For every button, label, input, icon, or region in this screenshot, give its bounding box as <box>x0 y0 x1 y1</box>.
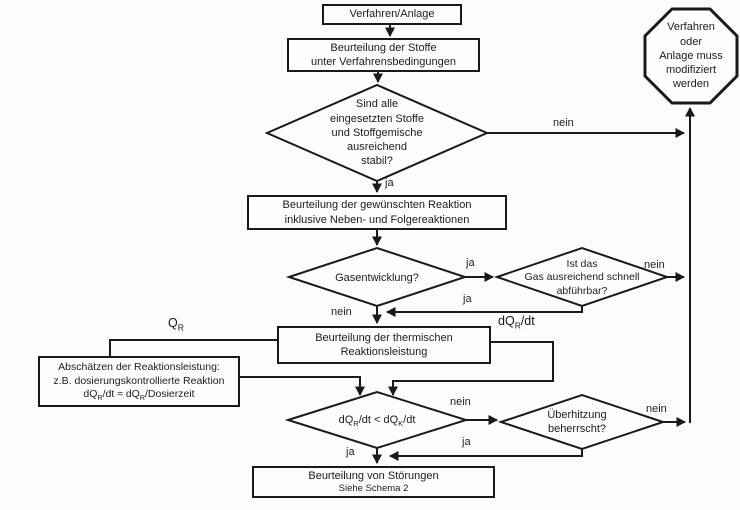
annotation-dqrdt: $dQ_R/dt$ <box>498 314 535 331</box>
edge-qr-to-abschaetzen <box>110 340 277 356</box>
start-box <box>322 4 462 25</box>
decision-stabil-text: Sind alle eingesetzten Stoffe und Stoffgemische ausreichend stabil? <box>330 98 424 168</box>
label-abfuehrbar-ja: ja <box>463 293 472 305</box>
stoffe-line2: unter Verfahrensbedingungen <box>311 56 456 68</box>
label-abfuehrbar-nein: nein <box>644 259 665 271</box>
stoffe-line1: Beurteilung der Stoffe <box>330 41 437 54</box>
thermisch-line1: Beurteilung der thermischen <box>315 331 453 344</box>
stoerungen-line2: Siehe Schema 2 <box>338 482 409 494</box>
process-stoerungen-box <box>252 466 495 498</box>
process-stoffe-box <box>287 38 480 72</box>
vergleich-formula: $dQ_R/dt < dQ_K/dt$ <box>338 414 416 429</box>
process-thermisch-box <box>277 326 491 364</box>
thermisch-line2: Reaktionsleistung <box>340 346 428 358</box>
abschaetzen-line2: z.B. dosierungskontrollierte Reaktion <box>53 374 225 387</box>
reaktion-line2: inklusive Neben- und Folgereaktionen <box>284 213 470 226</box>
decision-abfuehrbar-text: Ist das Gas ausreichend schnell abführbar? <box>524 257 640 297</box>
decision-gasentwicklung-text: Gasentwicklung? <box>335 271 419 284</box>
decision-ueberhitzung-text: Überhitzung beherrscht? <box>547 408 607 435</box>
start-label: Verfahren/Anlage <box>349 8 435 21</box>
label-stabil-nein: nein <box>553 117 574 129</box>
abschaetzen-line1: Abschätzen der Reaktionsleistung: <box>58 361 220 374</box>
process-reaktion-box <box>247 195 507 230</box>
terminator-modifizieren-text: Verfahren oder Anlage muss modifiziert werden <box>659 21 723 91</box>
edge-ueberhitzung-ja-return <box>390 449 582 456</box>
decision-vergleich-text <box>300 412 454 429</box>
reaktion-line1: Beurteilung der gewünschten Reaktion <box>282 199 472 212</box>
label-vergleich-ja: ja <box>346 446 355 458</box>
edge-abfuehrbar-ja-return <box>387 306 582 312</box>
label-gasentwicklung-ja: ja <box>466 257 475 269</box>
process-abschaetzen-box <box>38 356 240 407</box>
label-gasentwicklung-nein: nein <box>331 306 352 318</box>
label-ueberhitzung-ja: ja <box>462 436 471 448</box>
edge-abschaetzen-to-vergleich <box>240 377 360 395</box>
label-vergleich-nein: nein <box>450 396 471 408</box>
abschaetzen-formula: $dQ_R/dt$ ≈ $dQ_R$/Dosierzeit <box>83 388 195 403</box>
label-ueberhitzung-nein: nein <box>646 403 667 415</box>
label-stabil-ja: ja <box>385 177 394 189</box>
stoerungen-line1: Beurteilung von Störungen <box>308 469 439 482</box>
annotation-qr: $Q_R$ <box>168 316 184 333</box>
